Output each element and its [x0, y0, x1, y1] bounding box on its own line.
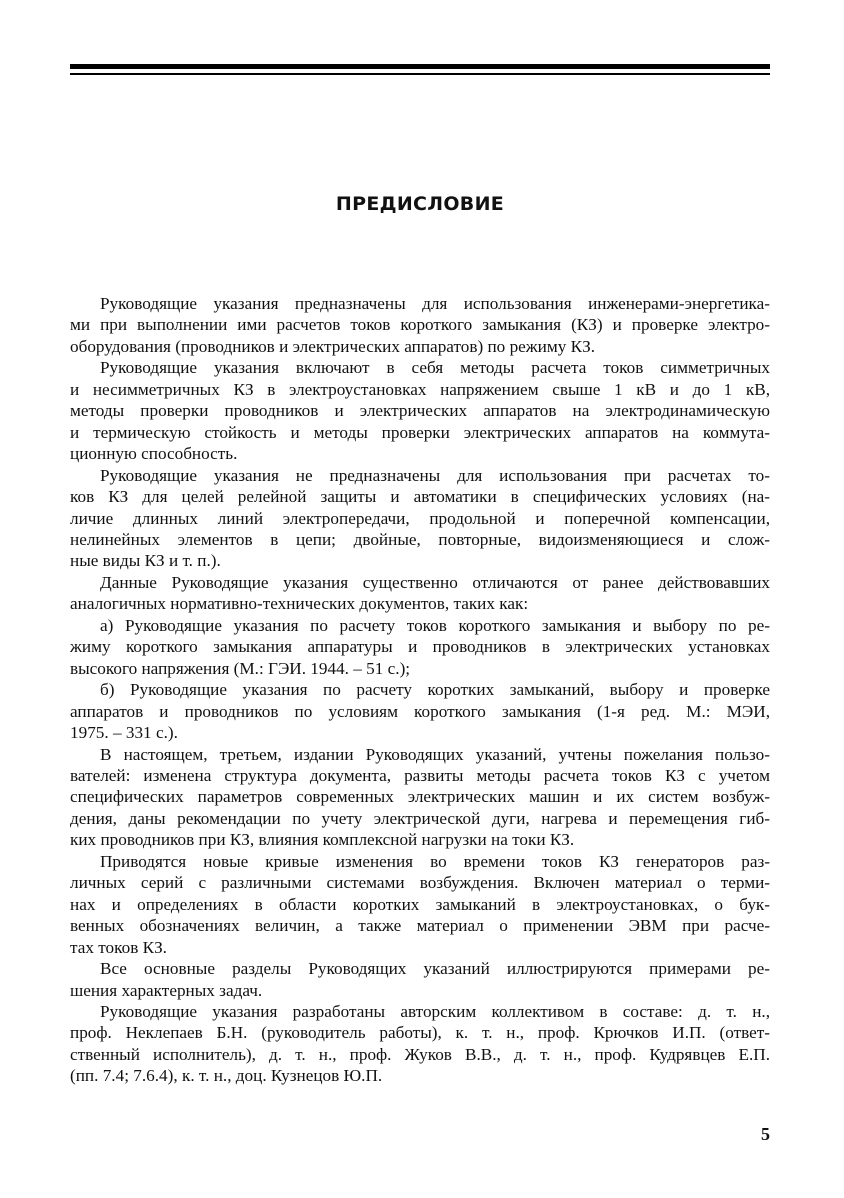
text-line: а) Руководящие указания по расчету токов короткого замыкания и выбору по ре-	[100, 615, 770, 635]
text-line: Руководящие указания предназначены для использования инженерами-энергетика-	[100, 294, 770, 313]
text-line: Данные Руководящие указания существенно отличаются от ранее действовавших	[100, 572, 770, 592]
text-line: нелинейных элементов в цепи; двойные, повторные, видоизменяющиеся и слож-	[70, 529, 770, 549]
text-line: и термическую стойкость и методы проверки электрических аппаратов на коммута-	[70, 422, 770, 442]
header-rule-thick	[70, 64, 770, 69]
text-line: ков КЗ для целей релейной защиты и автоматики в специфических условиях (на-	[70, 487, 770, 507]
paragraph	[70, 615, 770, 679]
text-line: ми при выполнении ими расчетов токов короткого замыкания (КЗ) и проверке электро-	[70, 315, 770, 335]
text-line: ционную способность.	[70, 444, 238, 464]
text-line: Руководящие указания разработаны авторским коллективом в составе: д. т. н.,	[100, 1001, 770, 1021]
page-number: 5	[761, 1124, 770, 1144]
paragraph	[70, 357, 770, 464]
paragraph	[70, 465, 770, 572]
paragraph	[70, 744, 770, 851]
text-line: аналогичных нормативно-технических документов, таких как:	[70, 594, 529, 614]
text-line: и несимметричных КЗ в электроустановках напряжением свыше 1 кВ и до 1 кВ,	[70, 379, 770, 399]
text-line: ственный исполнитель), д. т. н., проф. Жуков В.В., д. т. н., проф. Кудрявцев Е.П.	[70, 1044, 770, 1064]
text-line: Все основные разделы Руководящих указаний иллюстрируются примерами ре-	[100, 959, 770, 979]
text-line: 1975. – 331 с.).	[70, 723, 178, 743]
text-line: Приводятся новые кривые изменения во времени токов КЗ генераторов раз-	[100, 851, 770, 871]
text-line: (пп. 7.4; 7.6.4), к. т. н., доц. Кузнецов Ю.П.	[70, 1066, 383, 1086]
text-line: методы проверки проводников и электрических аппаратов на электродинамическую	[70, 401, 770, 421]
text-line: Руководящие указания не предназначены для использования при расчетах то-	[100, 465, 770, 485]
text-line: венных обозначениях величин, а также материал о применении ЭВМ при расче-	[70, 916, 770, 936]
text-line: шения характерных задач.	[70, 980, 263, 1000]
page-title: ПРЕДИСЛОВИЕ	[335, 193, 505, 215]
text-line: высокого напряжения (М.: ГЭИ. 1944. – 51 с.);	[70, 658, 411, 678]
text-line: жиму короткого замыкания аппаратуры и проводников в электрических установках	[70, 637, 770, 657]
paragraph	[70, 679, 770, 743]
text-line: ких проводников при КЗ, влияния комплексной нагрузки на токи КЗ.	[70, 830, 575, 850]
text-line: личных серий с различными системами возбуждения. Включен материал о терми-	[70, 873, 770, 893]
preface-body	[70, 293, 770, 1087]
paragraph	[70, 1001, 770, 1087]
text-line: дения, даны рекомендации по учету электрической дуги, нагрева и перемещения гиб-	[70, 808, 770, 828]
paragraph	[70, 572, 770, 615]
text-line: ные виды КЗ и т. п.).	[70, 551, 221, 571]
text-line: нах и определениях в области коротких замыканий в электроустановках, о бук-	[70, 894, 770, 914]
text-line: специфических параметров современных электрических машин и их систем возбуж-	[70, 787, 770, 807]
text-line: тах токов КЗ.	[70, 937, 167, 957]
text-line: оборудования (проводников и электрических аппаратов) по режиму КЗ.	[70, 336, 596, 356]
text-line: б) Руководящие указания по расчету коротких замыканий, выбору и проверке	[100, 680, 770, 700]
text-line: вателей: изменена структура документа, развиты методы расчета токов КЗ с учетом	[70, 765, 770, 785]
text-line: В настоящем, третьем, издании Руководящих указаний, учтены пожелания пользо-	[100, 744, 770, 764]
text-line: личие длинных линий электропередачи, продольной и поперечной компенсации,	[70, 508, 770, 528]
text-line: Руководящие указания включают в себя методы расчета токов симметричных	[100, 358, 770, 378]
paragraph	[70, 958, 770, 1001]
paragraph	[70, 851, 770, 958]
header-rule-thin	[70, 73, 770, 75]
text-line: проф. Неклепаев Б.Н. (руководитель работы), к. т. н., проф. Крючков И.П. (ответ-	[70, 1023, 770, 1043]
text-line: аппаратов и проводников по условиям короткого замыкания (1-я ред. М.: МЭИ,	[70, 701, 770, 721]
paragraph	[70, 293, 770, 357]
